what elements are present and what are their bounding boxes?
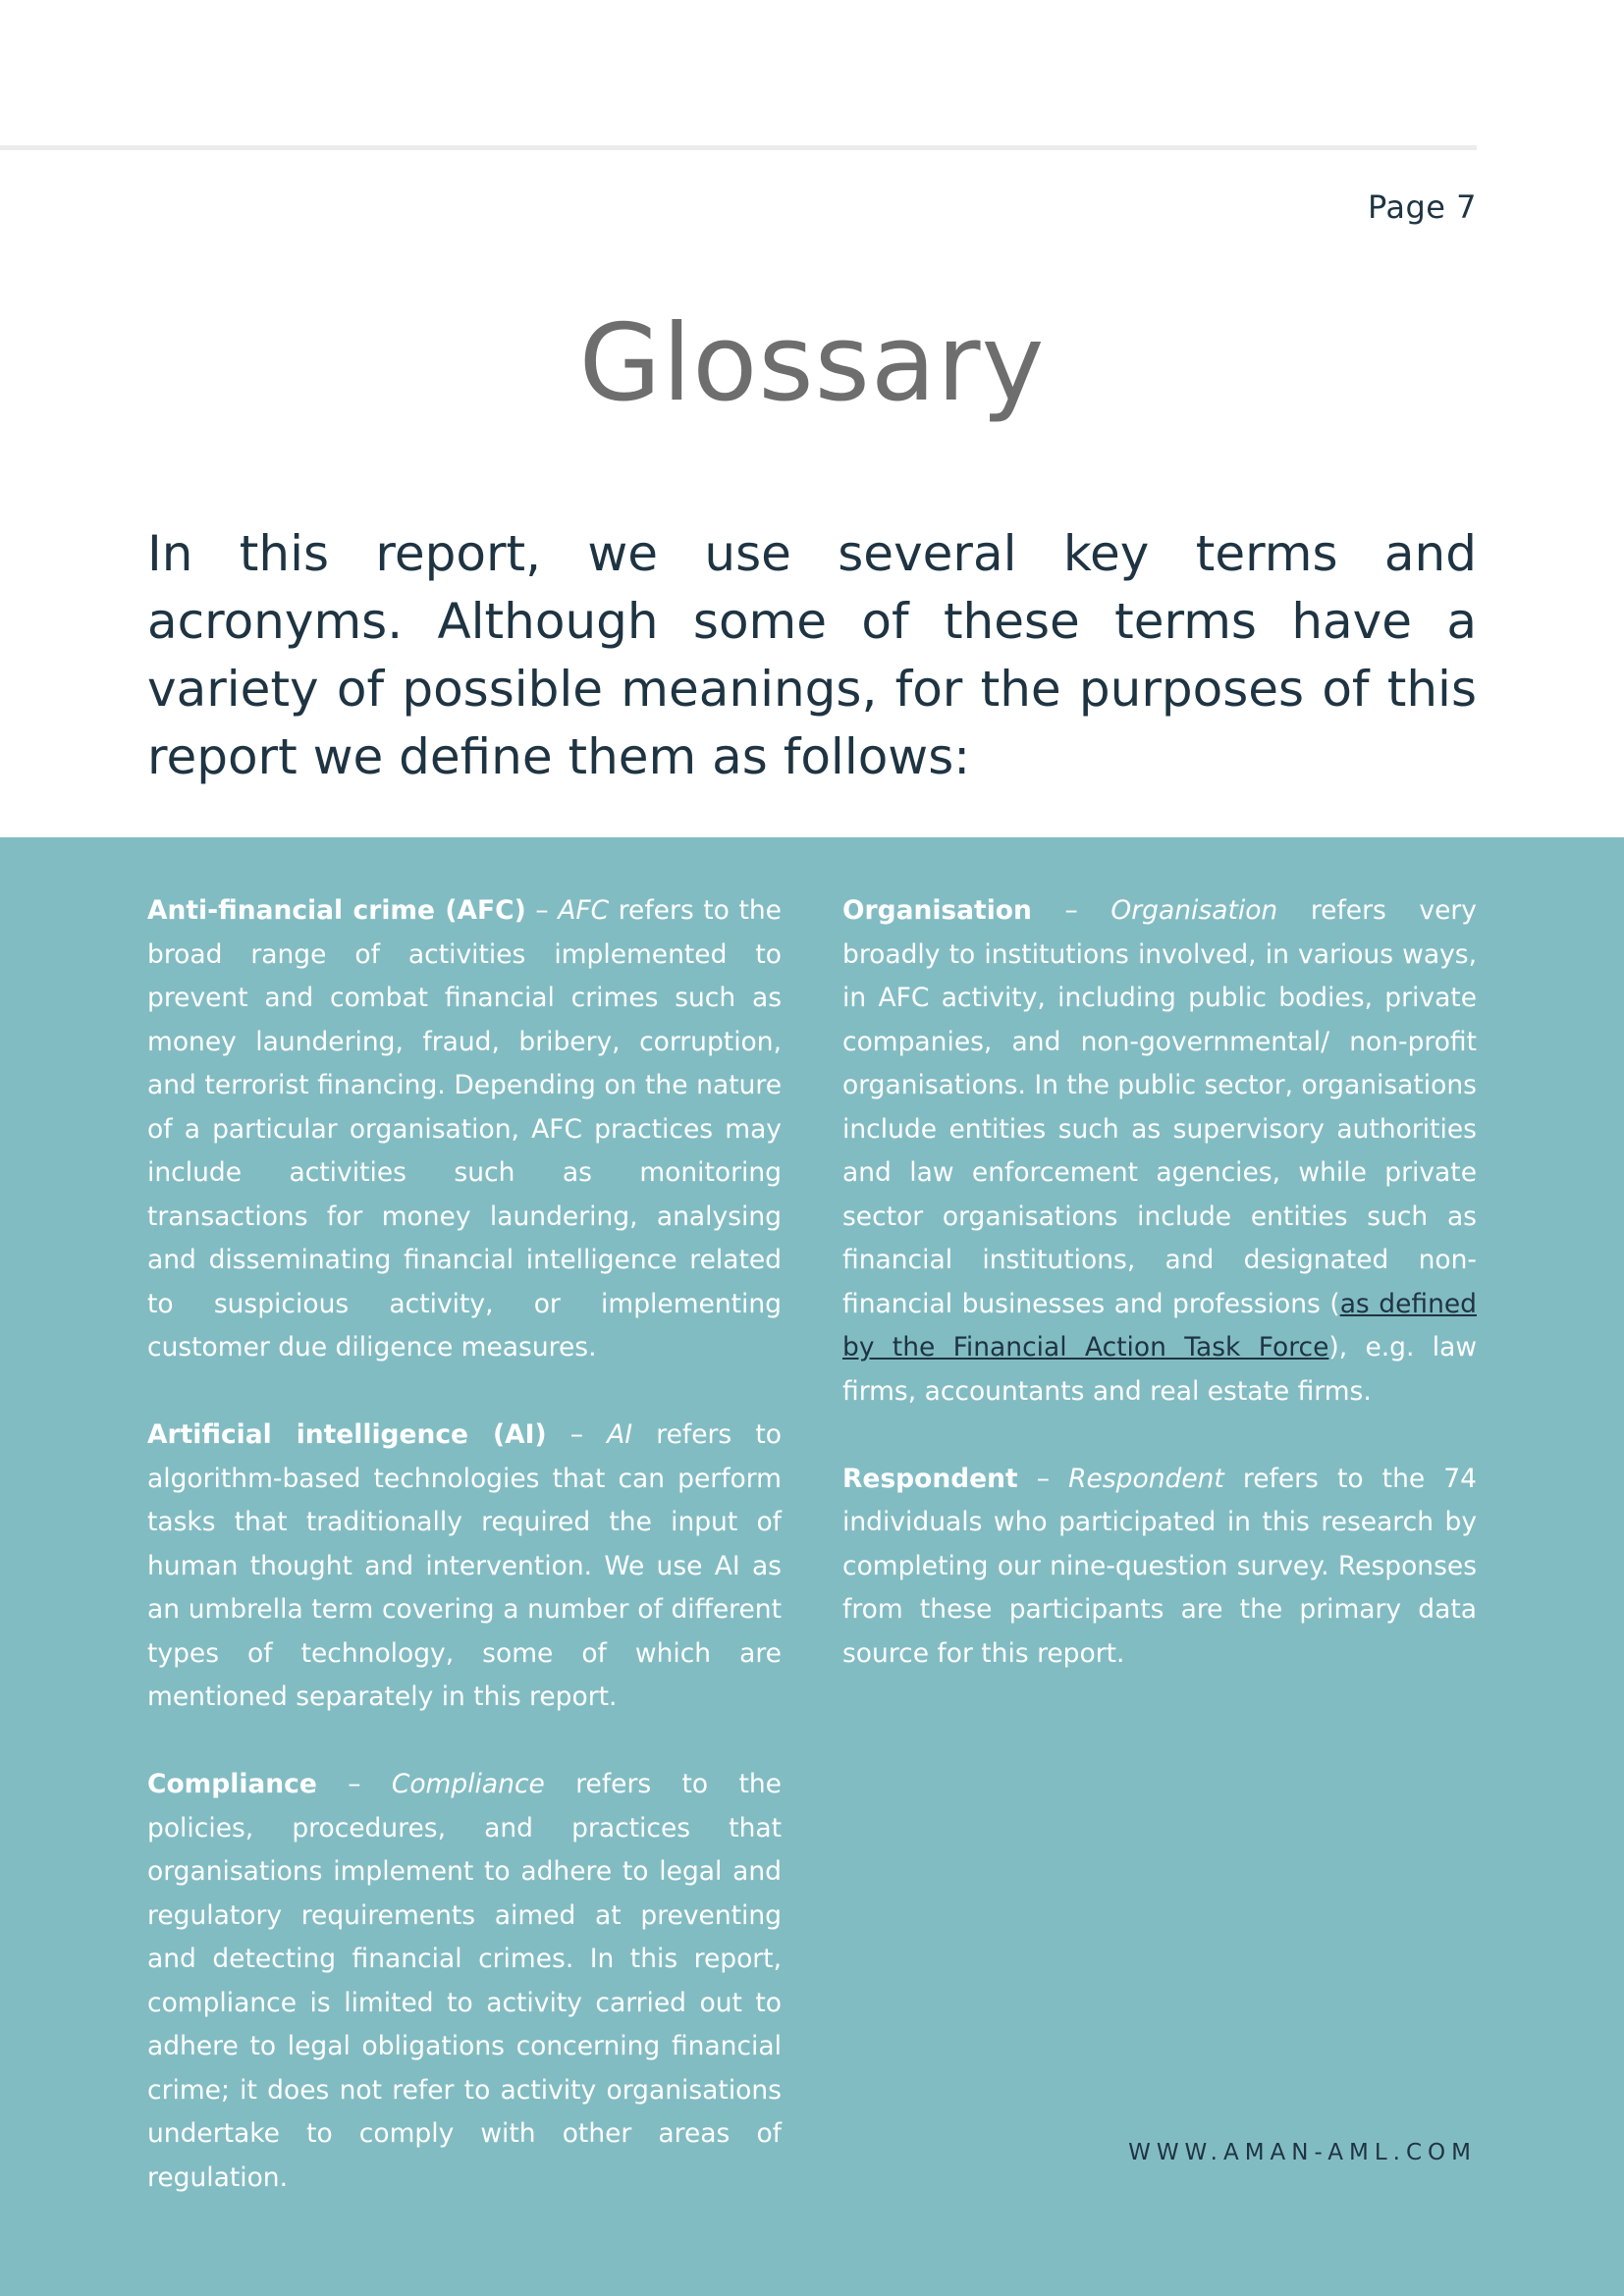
glossary-term: Compliance [147,1769,317,1799]
glossary-column-left [147,889,782,2244]
intro-paragraph: In this report, we use several key terms and acronyms. Although some of these terms have a variety of possible meanings, for the purposes of this report we define them as follows: [147,525,1477,785]
page-title-text: Glossary [578,302,1046,425]
glossary-definition: refers to the policies, procedures, and practices that organisations implement to adhere to legal and regulatory requirements aimed at preventing and detecting financial crimes. In this report, compliance is limited to activity carried out to adhere to legal obligations concerning financial crime; it does not refer to activity organisations undertake to comply with other areas of regulation. [147,1769,782,2193]
glossary-term-italic: Respondent [1068,1463,1224,1494]
glossary-entry-organisation [842,889,1477,1414]
glossary-entry-ai [147,1414,782,1720]
glossary-definition-continued: ), e.g. law firms, accountants and real estate firms. [842,1332,1477,1407]
glossary-definition: refers to the broad range of activities implemented to prevent and combat financial crimes such as money laundering, fraud, bribery, corruption, and terrorist financing. Depending on the nature of a particular organisation, AFC practices may include activities such as monitoring transactions for money laundering, analysing and disseminating financial intelligence related to suspicious activity, or implementing customer due diligence measures. [147,895,782,1362]
glossary-dash: – [546,1419,608,1450]
glossary-term: Anti-financial crime (AFC) [147,895,526,926]
glossary-term-italic: Organisation [1110,895,1278,926]
footer-website-url[interactable]: WWW.AMAN-AML.COM [1128,2140,1477,2165]
page-title [0,302,1624,425]
glossary-term-italic: AFC [558,895,610,926]
glossary-entry-respondent [842,1458,1477,1677]
glossary-term-italic: Compliance [391,1769,545,1799]
page-number: Page 7 [1368,188,1477,226]
glossary-entry-afc [147,889,782,1370]
glossary-definition: refers to algorithm-based technologies that can perform tasks that traditionally required the input of human thought and intervention. We use AI as an umbrella term covering a number of different types of technology, some of which are mentioned separately in this report. [147,1419,782,1712]
glossary-column-right [842,889,1477,1720]
glossary-dash: – [1031,895,1111,926]
glossary-dash: – [316,1769,392,1799]
glossary-definition: refers very broadly to institutions involved, in various ways, in AFC activity, including public bodies, private companies, and non-governmental/ non-profit organisations. In the public sector, organisations include entities such as supervisory authorities and law enforcement agencies, while private sector organisations include entities such as financial institutions, and designated non-financial businesses and professions ( [842,895,1477,1319]
glossary-term: Respondent [842,1463,1018,1494]
glossary-entry-compliance [147,1763,782,2200]
glossary-term-italic: AI [607,1419,633,1450]
glossary-dash: – [525,895,559,926]
glossary-term: Organisation [842,895,1032,926]
glossary-definition: refers to the 74 individuals who participated in this research by completing our nine-question survey. Responses from these participants are the primary data source for this report. [842,1463,1477,1669]
top-divider [0,145,1477,150]
glossary-term: Artificial intelligence (AI) [147,1419,547,1450]
glossary-dash: – [1017,1463,1069,1494]
fatf-definition-link[interactable]: as defined by the Financial Action Task Force [842,1288,1477,1362]
